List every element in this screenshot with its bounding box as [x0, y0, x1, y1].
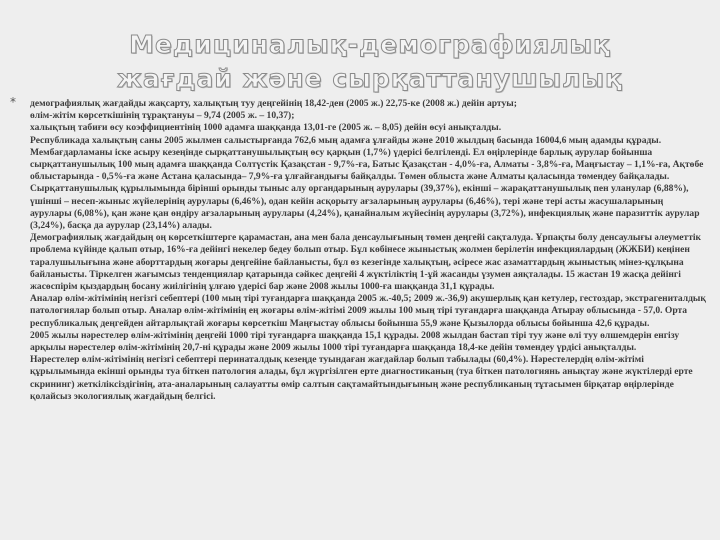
body-paragraph: Мембағдарламаны іске асыру кезеңінде сырқаттанушылықтың өсу қарқын (1,7%) үдерісі белгіленді. Ел өңірлерінде барлық аурулар бойынша сырқаттанушылық 100 мың адамға шаққанда Солтүстік Қазақстан - 9,7%-ға, Батыс Қазақстан - 4,0%-ға, Алматы - 3,8%-ға, Маңғыстау – 1,1%-ға, Ақтөбе облыстарында - 0,5%-ға және Астана қаласында– 7,9%-ға ұлғайғандығы байқалды. Төмен облыста және Алматы қаласында төмендеу байқалады. [30, 146, 704, 183]
slide-title [40, 28, 700, 96]
body-paragraph: Нәрестелер өлім-жітімінің негізгі себептері перинаталдық кезеңде туындаған жағдайлар болып табылады (60,4%). Нәрестелердің өлім-жітімі құрылымында екінші орынды туа біткен патология алады, бұл жүргізілген ерте диагностиканың (туа біткен патологиянь анықтау және жүктілерді ерте скрининг) жеткіліксіздігінің, ата-аналарының салауатты өмір салтын сақтамайтындығының және республиканың тұтасымен бірқатар өңірлерінде қолайсыз экологиялық жағдайдың белгісі. [30, 354, 693, 402]
body-paragraph: демографиялық жағдайды жақсарту, халықтың туу деңгейінің 18,42-ден (2005 ж.) 22,75-ке (2008 ж.) дейін артуы; [30, 98, 517, 109]
body-paragraph: Демографиялық жағдайдың оң көрсеткіштерге қарамастан, ана мен бала денсаулығының төмен деңгейі сақталуда. Ұрпақты болу денсаулығы әлеуметтік проблема күйінде қалып отыр, 16%-ға дейінгі некелер бедеу болып отыр. Бұл көбінесе жыныстық жолмен берілетін инфекциялардың (ЖЖБИ) кеңінен таралушылығына және аборттардың жоғары деңгейіне байланысты, бұл өз кезегінде халықтың, әсіресе жас азаматтардың жыныстық мінез-құлқына байланысты. Тіркелген жағымсыз тенденциялар қатарында сәйкес деңгейі 4 жүктіліктің 1-ұй жасанды үзумен аяқталады. 15 жастан 19 жасқа дейінгі жасөспірім қыздардың босану жиілігінің ұлғаю үдерісі бар және 2008 жылы 1000-ға шаққанда 31,1 құрады. [30, 232, 702, 293]
body-paragraph: халықтың табиғи өсу коэффициентінің 1000 адамға шаққанда 13,01-ге (2005 ж. – 8,05) дейін өсуі анықталды. [30, 122, 502, 134]
bullet-marker: * [10, 95, 16, 109]
body-paragraph: 2005 жылы нәрестелер өлім-жітімінің деңгейі 1000 тірі туғандарға шаққанда 15,1 құрады. 2008 жылдан бастап тірі туу және өлі туу өлшемдерін енгізу арқылы нәрестелер өлім-жітімінің 20,7-ні құрады және 2009 жылы 1000 тірі туғандарға шаққанда 18,4-ке дейін төмендеу үрдісі анықталды. [30, 329, 680, 354]
slide-title-line-2: жағдай және сырқаттанушылық [117, 64, 623, 93]
body-paragraph: Аналар өлім-жітімінің негізгі себептері (100 мың тірі туғандарға шаққанда 2005 ж.-40,5; 2009 ж.-36,9) акушерлық қан кетулер, гестоздар, экстрагениталдық патологиялар болып отыр. Аналар өлім-жітімінің ең жоғары өлім-жітімі 2009 жылы 100 мың тірі туғандарға шаққанда Атырау облысында - 57,0. Орта республикалық деңгейден айтарлықтай жоғары көрсеткіш Маңғыстау облысы бойынша 55,9 және Қызылорда облысы бойынша 42,6 құрады. [30, 293, 706, 329]
slide-title-line-1: Медициналық-демографиялық [129, 30, 611, 59]
slide-body [30, 98, 706, 403]
body-paragraph: Республикада халықтың саны 2005 жылмен салыстырғанда 762,6 мың адамға ұлғайды және 2010 жылдың басында 16004,6 мың адамды құрады. [30, 134, 662, 146]
body-paragraph: өлім-жітім көрсеткішінің тұрақтануы – 9,74 (2005 ж. – 10,37); [30, 110, 295, 122]
body-paragraph: Сырқаттанушылық құрылымында бірінші орынды тыныс алу органдарының аурулары (39,37%), екінші – жарақаттанушылық пен уланулар (6,88%), үшінші – несеп-жыныс жүйелерінің аурулары (6,46%), одан кейін асқорыту ағзаларының аурулары (6,46%), тері және тері асты жасушаларының аурулары (6,08%), қан және қан өндіру ағзаларының аурулары (4,24%), қанайналым жүйесінің аурулары (3,72%), инфекциялық және паразиттік аурулар (3,24%), басқа да аурулар (23,14%) алады. [30, 183, 700, 232]
